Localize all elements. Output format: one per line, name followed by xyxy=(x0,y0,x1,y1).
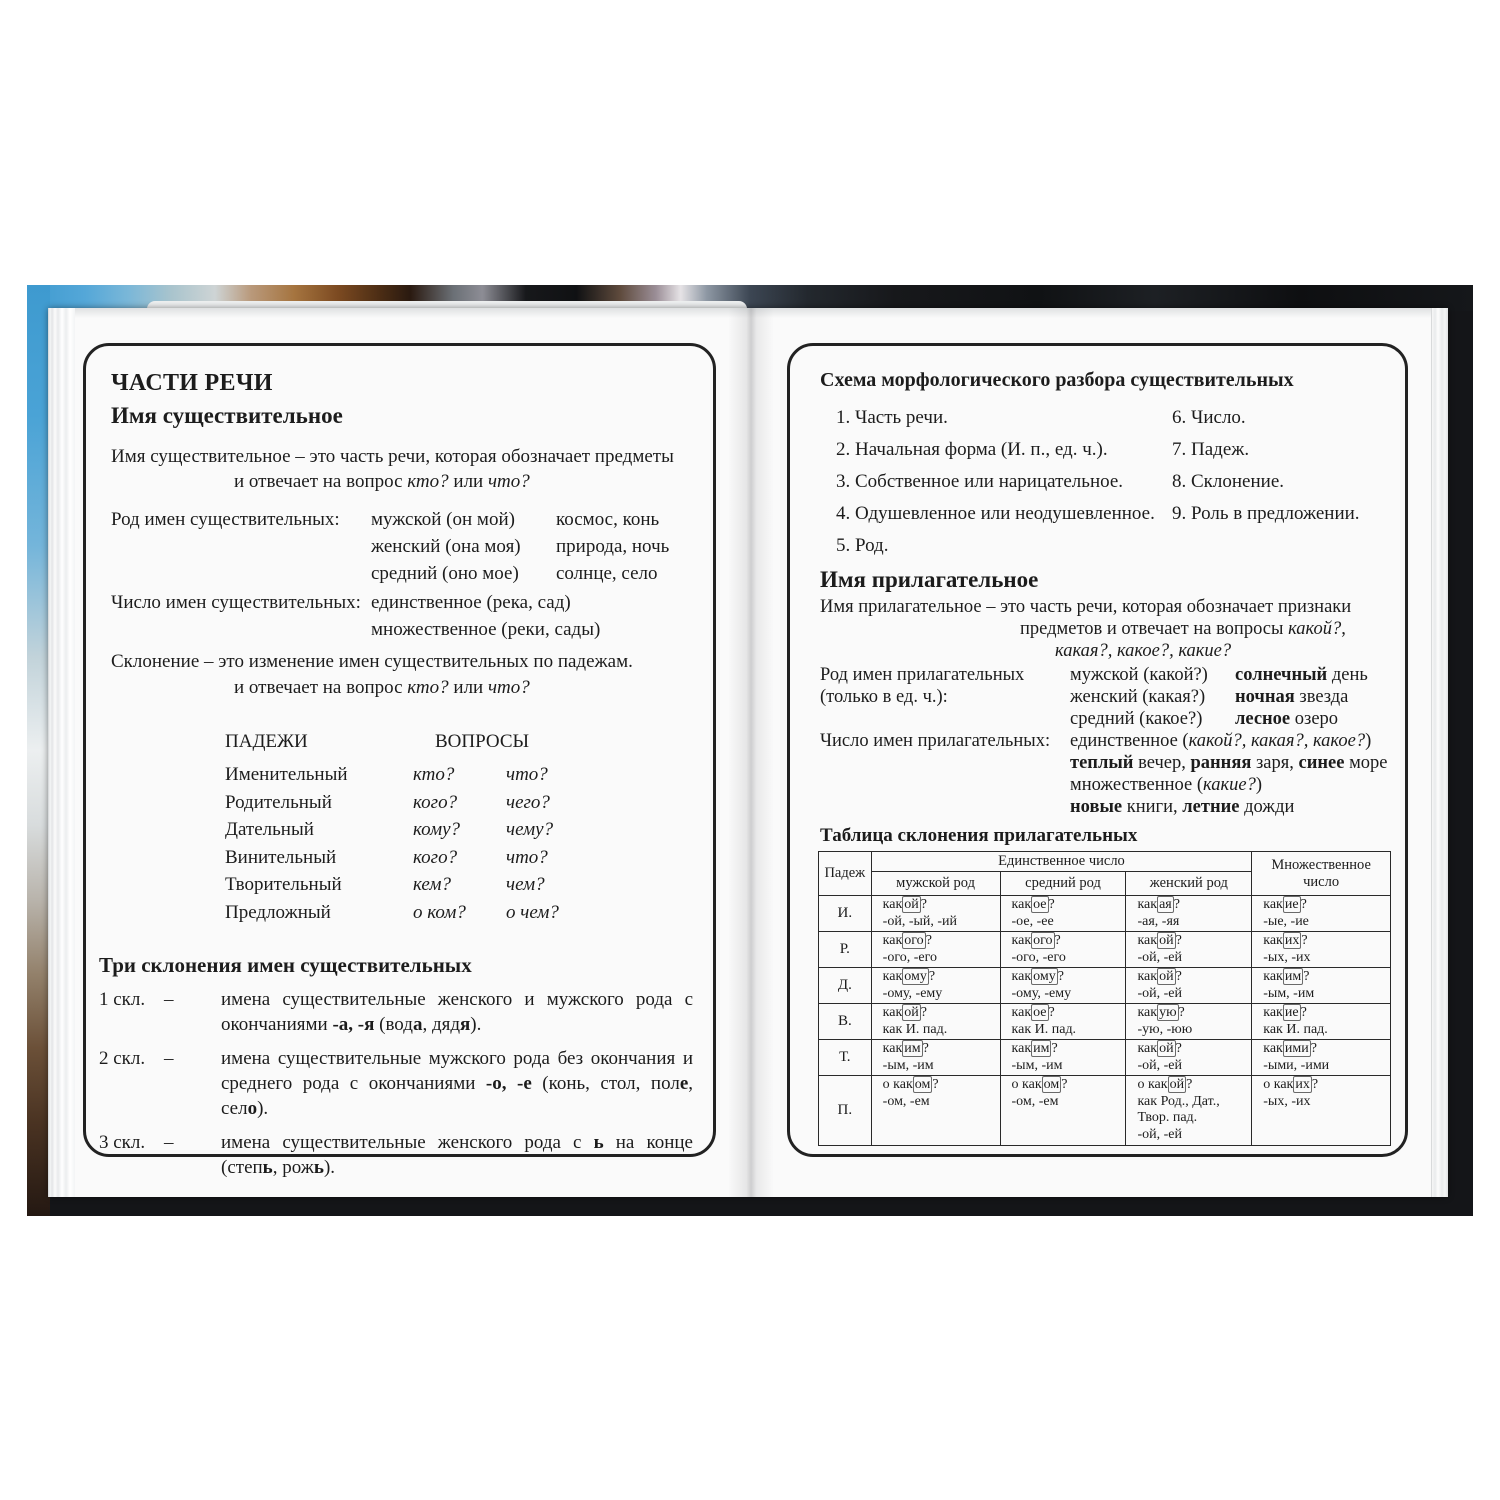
page-edges-right xyxy=(1431,308,1448,1197)
right-page-frame xyxy=(787,343,1408,1157)
col-header-feminine: женский род xyxy=(1126,872,1252,896)
gender-form: женский (она моя) xyxy=(371,536,521,557)
scheme-item: 8. Склонение. xyxy=(1172,471,1285,492)
questions-header: ВОПРОСЫ xyxy=(435,731,530,752)
table-row: Д. как ому ? -ому, -ему как ому ? -ому, -ему как ой ? -ой, -ей как им ? -ым, -им xyxy=(819,968,1391,1004)
number-value: множественное (реки, сады) xyxy=(371,619,601,640)
scheme-item: 2. Начальная форма (И. п., ед. ч.). xyxy=(836,439,1108,460)
noun-definition-line2: и отвечает на вопрос кто? или что? xyxy=(234,471,530,492)
adjective-definition-line2: предметов и отвечает на вопросы какой?, xyxy=(1020,619,1346,639)
declension-definition-line2: и отвечает на вопрос кто? или что? xyxy=(234,677,530,698)
scheme-item: 7. Падеж. xyxy=(1172,439,1250,460)
adjective-definition-line1: Имя прилагательное – это часть речи, которая обозначает признаки xyxy=(820,597,1352,617)
adjective-gender-forms: мужской (какой?) женский (какая?) средний (какое?) xyxy=(1070,665,1208,729)
adjective-gender-block xyxy=(820,664,1391,730)
declension-item: 2 скл. – имена существительные мужского рода без окончания и среднего рода с окончаниями -о, -е (конь, стол, поле, село). xyxy=(99,1048,693,1119)
background-sky xyxy=(27,285,50,1216)
left-page-frame xyxy=(83,343,716,1178)
three-declensions-list xyxy=(99,987,699,1180)
noun-number-row xyxy=(111,589,699,616)
adjective-gender-examples: солнечный день ночная звезда лесное озеро xyxy=(1235,665,1368,729)
col-header-masculine: мужской род xyxy=(871,872,1000,896)
declension-definition xyxy=(111,649,699,701)
adjective-number-lines: единственное (какой?, какая?, какое?) теплый вечер, ранняя заря, синее море множественное (какие?) новые книги, летние дожди xyxy=(1070,731,1388,817)
adjective-number-label: Число имен прилагательных: xyxy=(820,731,1051,751)
case-row: Творительный кем? чем? xyxy=(225,874,545,895)
scheme-item: 1. Часть речи. xyxy=(836,407,948,428)
noun-number-label: Число имен существительных: xyxy=(111,592,361,613)
gender-form: мужской (он мой) xyxy=(371,509,515,530)
noun-section-heading: Имя существительное xyxy=(111,403,343,428)
scheme-right-column xyxy=(1172,402,1391,562)
cases-header: ПАДЕЖИ xyxy=(225,731,308,752)
table-row: П. о как ом ? -ом, -ем о как ом ? -ом, -ем о как ой ? как Род., Дат., Твор. пад. -ой, -ей о как их ? -ых, -их xyxy=(819,1076,1391,1146)
cases-table xyxy=(111,727,699,926)
scheme-item: 9. Роль в предложении. xyxy=(1172,503,1360,524)
case-row: Родительный кого? чего? xyxy=(225,791,550,813)
gender-examples: космос, конь xyxy=(556,509,660,530)
book-gutter xyxy=(728,308,774,1197)
noun-number-block xyxy=(111,589,699,643)
adjective-gender-label: Род имен прилагательных (только в ед. ч.): xyxy=(820,665,1025,707)
case-row: Дательный кому? чему? xyxy=(225,819,554,840)
col-header-case: Падеж xyxy=(819,852,872,896)
gender-examples: природа, ночь xyxy=(556,536,670,557)
noun-gender-row xyxy=(111,560,699,587)
noun-gender-block xyxy=(111,506,699,587)
page-edges-left xyxy=(48,308,75,1197)
gender-form: средний (оно мое) xyxy=(371,563,519,584)
col-header-singular: Единственное число xyxy=(871,852,1252,872)
adjective-number-block xyxy=(820,730,1391,818)
noun-number-row xyxy=(111,616,699,643)
case-row: Именительный кто? что? xyxy=(225,764,548,785)
noun-gender-row xyxy=(111,533,699,560)
noun-gender-label: Род имен существительных: xyxy=(111,509,340,530)
morph-scheme-heading: Схема морфологического разбора существительных xyxy=(820,369,1294,391)
three-declensions-heading: Три склонения имен существительных xyxy=(99,953,472,977)
gender-examples: солнце, село xyxy=(556,563,658,584)
scheme-item: 6. Число. xyxy=(1172,407,1246,428)
cases-table-header xyxy=(225,727,699,757)
book-photo xyxy=(27,285,1473,1216)
case-row: Винительный кого? что? xyxy=(225,846,548,868)
table-row: Т. как им ? -ым, -им как им ? -ым, -им как ой ? -ой, -ей как ими ? -ыми, -ими xyxy=(819,1040,1391,1076)
open-book-spread xyxy=(48,308,1448,1197)
morph-scheme-list xyxy=(820,402,1391,562)
declension-item: 3 скл. – имена существительные женского рода с ь на конце (степь, рожь). xyxy=(99,1132,693,1178)
col-header-neuter: средний род xyxy=(1000,872,1126,896)
scheme-left-column xyxy=(836,402,1172,562)
scheme-item: 5. Род. xyxy=(836,535,889,556)
case-row: Предложный о ком? о чем? xyxy=(225,901,559,923)
number-value: единственное (река, сад) xyxy=(371,592,571,613)
declension-definition-line1: Склонение – это изменение имен существительных по падежам. xyxy=(111,651,633,672)
declension-item: 1 скл. – имена существительные женского и мужского рода с окончаниями -а, -я (вода, дядя). xyxy=(99,989,693,1035)
scheme-item: 4. Одушевленное или неодушевленное. xyxy=(836,503,1155,524)
table-row: В. как ой ? как И. пад. как ое ? как И. пад. как ую ? -ую, -юю как ие ? как И. пад. xyxy=(819,1004,1391,1040)
noun-definition-line1: Имя существительное – это часть речи, которая обозначает предметы xyxy=(111,446,674,467)
adjective-section-heading: Имя прилагательное xyxy=(820,567,1039,592)
adjective-declension-table xyxy=(818,851,1391,1146)
table-row: И. как ой ? -ой, -ый, -ий как ое ? -ое, -ее как ая ? -ая, -яя как ие ? -ые, -ие xyxy=(819,896,1391,932)
adjective-definition xyxy=(820,596,1391,662)
noun-definition xyxy=(111,444,699,494)
adjective-definition-line3: какая?, какое?, какие? xyxy=(1055,641,1232,661)
table-row: Р. как ого ? -ого, -его как ого ? -ого, -его как ой ? -ой, -ей как их ? -ых, -их xyxy=(819,932,1391,968)
adjective-table-heading: Таблица склонения прилагательных xyxy=(820,825,1138,846)
noun-gender-row xyxy=(111,506,699,533)
scheme-item: 3. Собственное или нарицательное. xyxy=(836,471,1124,492)
page-title: ЧАСТИ РЕЧИ xyxy=(111,370,273,396)
col-header-plural: Множественное число xyxy=(1252,852,1391,896)
